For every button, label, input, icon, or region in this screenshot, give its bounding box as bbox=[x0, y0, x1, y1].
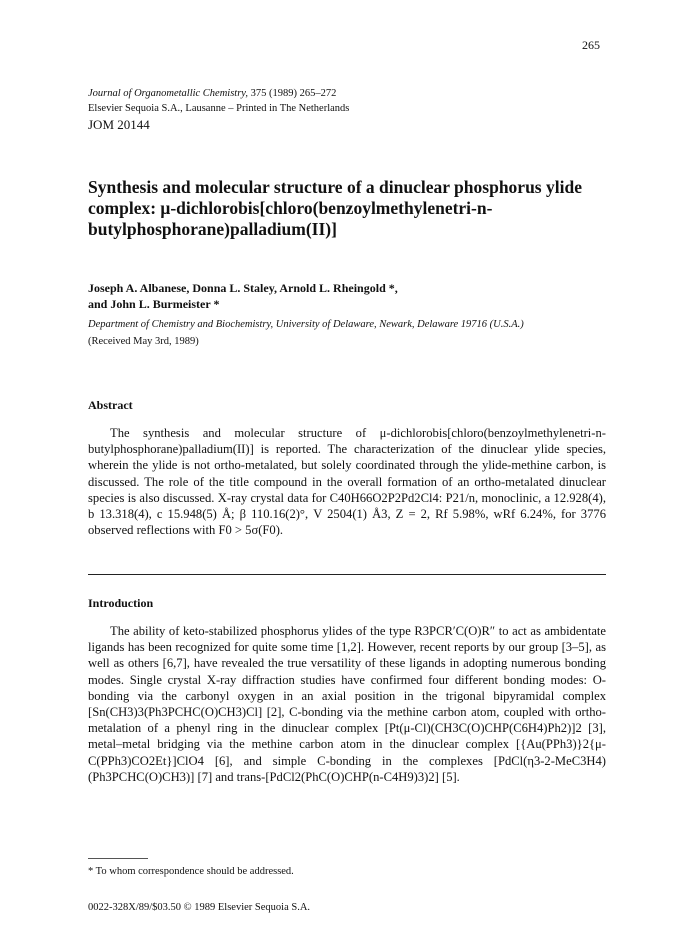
affiliation: Department of Chemistry and Biochemistry, University of Delaware, Newark, Delaware 19716 (U.S.A.) bbox=[88, 319, 524, 330]
received-date: (Received May 3rd, 1989) bbox=[88, 336, 199, 347]
copyright-line: 0022-328X/89/$03.50 © 1989 Elsevier Sequoia S.A. bbox=[88, 902, 311, 913]
authors-line-2: and John L. Burmeister * bbox=[88, 297, 220, 311]
introduction-text: The ability of keto-stabilized phosphorus ylides of the type R3PCR′C(O)R″ to act as ambidentate ligands has been recognized for quite some time [1,2]. However, recent reports by our group [3–5], as well as others [6,7], have revealed the true versatility of these ligands in adopting numerous bonding modes. Single crystal X-ray diffraction studies have confirmed four different bonding modes: O-bonding via the carbonyl oxygen in an axial position in the trigonal bipyramidal complex [Sn(CH3)3(Ph3PCHC(O)CH3)Cl] [2], C-bonding via the methine carbon atom, coupled with ortho-metalation of a phenyl ring in the dinuclear complex [Pt(μ-Cl)(CH3C(O)CHP(C6H4)Ph2)]2 [3], metal–metal bridging via the methine carbon atom in the dinuclear complex [{Au(PPh3)}2{μ-C(PPh3)CO2Et}]ClO4 [6], and simple C-bonding in the complexes [PdCl(η3-2-MeC3H4)(Ph3PCHC(O)CH3)] [7] and trans-[PdCl2(PhC(O)CHP(n-C4H9)3)2] [5]. bbox=[88, 624, 606, 784]
article-title: Synthesis and molecular structure of a dinuclear phosphorus ylide complex: μ-dichlorobis[chloro(benzoylmethylenetri-n-butylphosphorane)palladium(II)] bbox=[88, 177, 582, 239]
abstract-divider bbox=[88, 574, 606, 575]
publisher-line: Elsevier Sequoia S.A., Lausanne – Printed in The Netherlands bbox=[88, 103, 350, 114]
page-number: 265 bbox=[582, 38, 600, 52]
footnote: * To whom correspondence should be addressed. bbox=[88, 866, 294, 877]
authors-line-1: Joseph A. Albanese, Donna L. Staley, Arnold L. Rheingold *, bbox=[88, 281, 398, 295]
journal-name: Journal of Organometallic Chemistry, bbox=[88, 88, 249, 99]
jom-id: JOM 20144 bbox=[88, 117, 150, 132]
journal-volume: 375 (1989) 265–272 bbox=[248, 88, 337, 99]
journal-line-1 bbox=[88, 86, 608, 101]
introduction-heading: Introduction bbox=[88, 596, 154, 610]
abstract-text: The synthesis and molecular structure of μ-dichlorobis[chloro(benzoylmethylenetri-n-butylphosphorane)palladium(II)] is reported. The characterization of the dinuclear ylide species, wherein the ylide is not ortho-metalated, but solely coordinated through the ylide-methine carbon, is discussed. The role of the title compound in the overall formation of an ortho-metalated dinuclear species is also discussed. X-ray crystal data for C40H66O2P2Pd2Cl4: P21/n, monoclinic, a 12.928(4), b 13.318(4), c 15.948(5) Å; β 110.16(2)°, V 2504(1) Å3, Z = 2, Rf 5.98%, wRf 6.24%, for 3776 observed reflections with F0 > 5σ(F0). bbox=[88, 426, 606, 538]
abstract-heading: Abstract bbox=[88, 398, 133, 412]
authors bbox=[88, 280, 608, 312]
footnote-divider bbox=[88, 858, 148, 859]
journal-citation bbox=[88, 86, 608, 116]
